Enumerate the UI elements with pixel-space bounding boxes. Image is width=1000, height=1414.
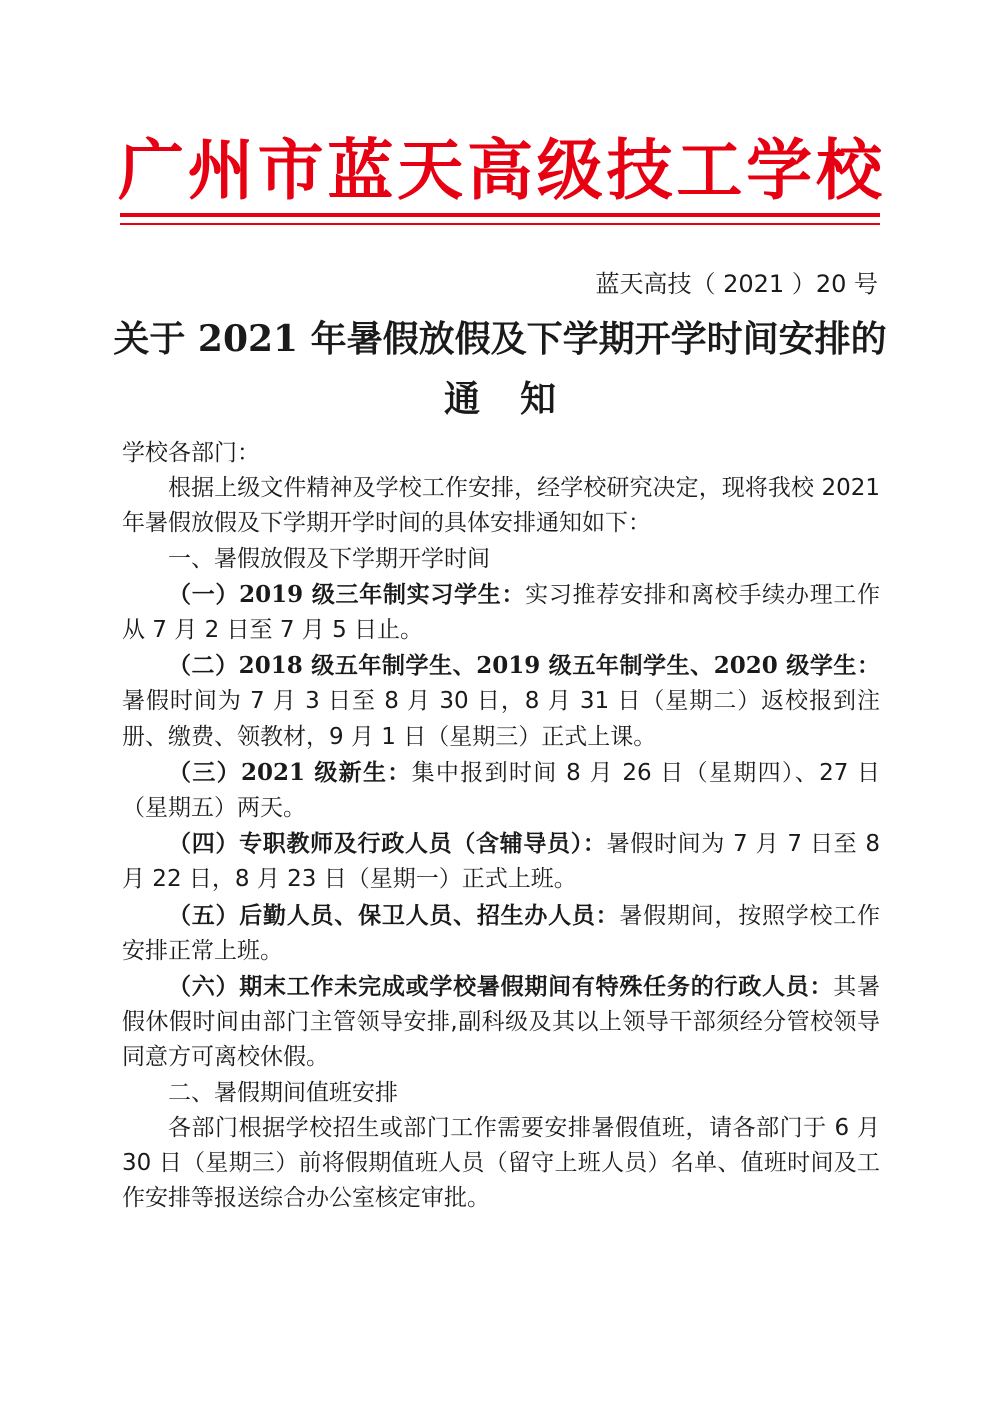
section-heading-1: 一、暑假放假及下学期开学时间 <box>168 545 490 572</box>
item-paragraph <box>122 577 880 648</box>
item-text: 实习推荐安排和离校手续办理工作从 7 月 2 日至 7 月 5 日止。 <box>122 581 880 644</box>
letterhead-char: 高 <box>466 131 533 209</box>
document-title: 关于 2021 年暑假放假及下学期开学时间安排的 <box>113 318 887 360</box>
item-paragraph <box>122 969 880 1076</box>
letterhead-char: 市 <box>257 131 324 209</box>
document-number: 蓝天高技（ 2021 ）20 号 <box>595 270 878 298</box>
section-heading-2: 二、暑假期间值班安排 <box>168 1079 398 1106</box>
item-lead: （一）2019 级三年制实习学生： <box>168 580 526 608</box>
item-lead: （三）2021 级新生： <box>168 758 412 786</box>
letterhead-char: 级 <box>536 131 603 209</box>
item-text: 其暑假休假时间由部门主管领导安排,副科级及其以上领导干部须经分管校领导同意方可离校休假。 <box>122 974 881 1071</box>
letterhead-char: 蓝 <box>327 131 394 209</box>
letterhead-char: 天 <box>397 131 464 209</box>
letterhead-char: 校 <box>815 131 882 209</box>
item-paragraph <box>122 648 880 755</box>
document-body <box>122 436 880 1216</box>
salutation: 学校各部门： <box>122 440 260 466</box>
letterhead-rule-thin <box>120 223 880 225</box>
item-text: 暑假时间为 7 月 3 日至 8 月 30 日，8 月 31 日（星期二）返校报到注册、缴费、领教材，9 月 1 日（星期三）正式上课。 <box>122 688 880 750</box>
item-paragraph <box>122 826 880 897</box>
letterhead-char: 广 <box>118 131 184 209</box>
letterhead-char: 州 <box>187 131 254 209</box>
item-paragraph <box>122 898 880 969</box>
item-lead: （五）后勤人员、保卫人员、招生办人员： <box>168 901 620 929</box>
item-lead: （六）期末工作未完成或学校暑假期间有特殊任务的行政人员： <box>168 973 834 1001</box>
section2-paragraph: 各部门根据学校招生或部门工作需要安排暑假值班，请各部门于 6 月 30 日（星期三）前将假期值班人员（留守上班人员）名单、值班时间及工作安排等报送综合办公室核定审批。 <box>122 1114 880 1212</box>
item-lead: （四）专职教师及行政人员（含辅导员）： <box>168 830 607 858</box>
letterhead-rule-thick <box>120 213 880 217</box>
school-letterhead-title <box>118 128 882 212</box>
intro-paragraph: 根据上级文件精神及学校工作安排，经学校研究决定，现将我校 2021 年暑假放假及下学期开学时间的具体安排通知如下： <box>122 475 880 537</box>
item-text: 暑假时间为 7 月 7 日至 8 月 22 日，8 月 23 日（星期一）正式上班。 <box>122 831 880 893</box>
document-title-line2: 通知 <box>443 378 596 420</box>
item-text: 暑假期间，按照学校工作安排正常上班。 <box>122 902 881 964</box>
item-paragraph <box>122 755 880 826</box>
item-text: 集中报到时间 8 月 26 日（星期四）、27 日（星期五）两天。 <box>122 759 880 822</box>
item-lead: （二）2018 级五年制学生、2019 级五年制学生、2020 级学生： <box>168 652 880 680</box>
letterhead-char: 工 <box>676 131 743 209</box>
letterhead-char: 学 <box>746 131 813 209</box>
letterhead-char: 技 <box>606 131 673 209</box>
